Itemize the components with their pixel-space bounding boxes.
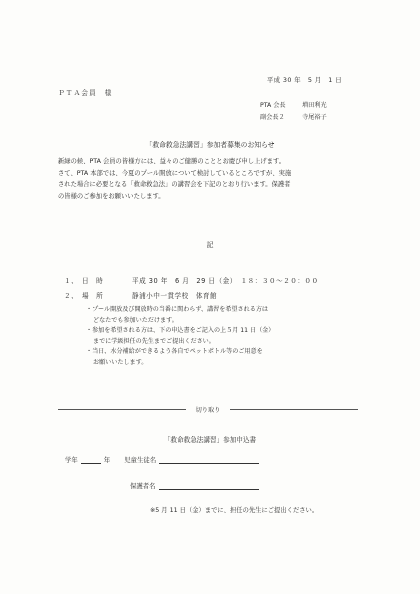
note-line: ・当日、水分補給ができるよう各自でペットボトル等のご用意を [86,348,263,356]
note-item [86,305,356,326]
item-label: 日 時 [82,277,104,285]
form-title: 「救命救急法講習」参加申込書 [163,436,257,444]
child-name-label: 児童生徒名 [124,456,157,464]
note-line: どなたでも参加いただけます。 [93,316,178,324]
grade-label: 学年 [65,456,78,464]
sender-name: 増田利光 [302,102,327,109]
ki-heading: 記 [206,241,214,249]
note-line: お願いいたします。 [93,358,148,366]
note-item [86,326,356,347]
submission-note: ※5 月 11 日（金）までに、担任の先生にご提出ください。 [150,507,319,514]
sender-name: 寺尾裕子 [302,114,327,121]
cut-dash-left [58,409,186,410]
grade-child-row [65,455,262,464]
body-line: 新緑の候、PTA 会員の皆様方には、益々のご健勝のこととお慶び申し上げます。 [58,158,286,165]
sender-role: 副会長２ [260,114,285,121]
issue-date: 平成 30 年 5 月 1 日 [266,76,342,84]
item-label: 場 所 [82,292,104,300]
cut-dash-right [230,409,358,410]
body-paragraph [58,156,378,202]
cut-label: 切り取り [195,407,221,414]
body-line: さて、PTA 本部では、今夏のプール開放について検討しているところですが、実施 [58,169,292,177]
note-line: までに学級担任の先生までご提出ください。 [93,337,215,345]
cut-line [58,405,358,414]
sender-pta-president [260,100,327,109]
sender-role: PTA 会長 [260,102,286,109]
item-number: １、 [64,277,79,285]
note-line: ・プール開放及び開放時の当番に関わらず、講習を希望される方は [86,306,269,313]
grade-blank[interactable] [81,456,101,464]
parent-name-label: 保護者名 [130,482,156,490]
item-datetime [64,275,319,285]
note-item [86,347,356,368]
note-line: ・参加を希望される方は、下の申込書をご記入の上５月 11 日（金） [86,327,275,335]
item-value: 静浦小中一貫学校 体育館 [132,292,218,300]
body-line: の皆様のご参加をお願いいたします。 [58,192,165,200]
child-name-blank[interactable] [159,456,259,464]
body-line: された場合に必要となる「救命救急法」の講習会を下記のとおり行います。保護者 [58,181,291,189]
item-value: 平成 30 年 6 月 29 日（金） １８：３０～２０：００ [132,277,319,285]
item-number: ２、 [64,292,79,300]
document-title: 「救命救急法講習」参加者募集のお知らせ [145,141,275,149]
sender-vice-president [260,112,327,121]
grade-suffix: 年 [103,456,111,464]
parent-row [130,481,262,490]
parent-name-blank[interactable] [159,482,259,490]
addressee: ＰＴＡ会員 様 [58,89,113,97]
notes-list [86,305,356,369]
item-location [64,290,217,300]
